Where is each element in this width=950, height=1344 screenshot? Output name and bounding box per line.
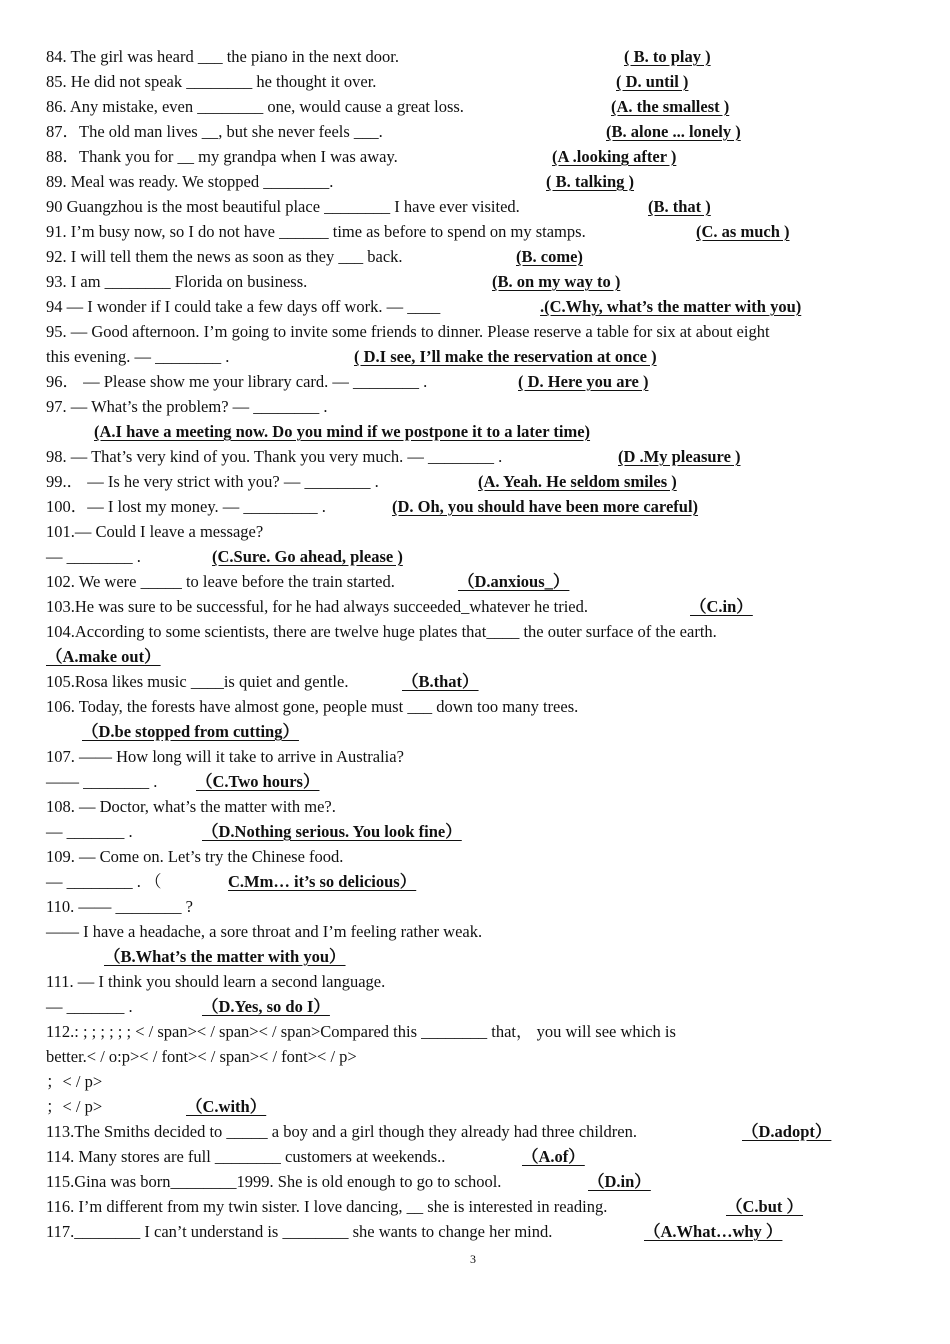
question-line-117	[46, 1221, 783, 1243]
answer-text: （B.that）	[402, 672, 479, 691]
question-text: 100．— I lost my money. — _________ .	[46, 497, 326, 516]
answer-text: (B. alone ... lonely )	[606, 122, 741, 141]
answer-text: ( D. until )	[616, 72, 689, 91]
question-text: ；< / p>	[46, 1097, 103, 1116]
question-text: 96． — Please show me your library card. — ________ .	[46, 372, 428, 391]
question-text: 98. — That’s very kind of you. Thank you very much. — ________ .	[46, 447, 503, 466]
answer-text: (A.I have a meeting now. Do you mind if we postpone it to a later time)	[94, 422, 591, 441]
question-line-88	[46, 146, 677, 168]
question-line-109	[46, 846, 343, 868]
question-line-99	[46, 471, 677, 493]
question-line-90	[46, 196, 711, 218]
question-text: 97. — What’s the problem? — ________ .	[46, 397, 328, 416]
question-line-93	[46, 271, 621, 293]
question-text: 114. Many stores are full ________ customers at weekends..	[46, 1147, 446, 1166]
answer-text: (C.Sure. Go ahead, please )	[212, 547, 403, 566]
question-line-102	[46, 571, 570, 593]
question-line-115	[46, 1171, 651, 1193]
answer-text: （B.What’s the matter with you）	[104, 947, 346, 966]
question-line-105	[46, 671, 479, 693]
answer-text: (D .My pleasure )	[618, 447, 741, 466]
question-text: 101.— Could I leave a message?	[46, 522, 264, 541]
answer-text: (B. that )	[648, 197, 711, 216]
answer-text: C.Mm… it’s so delicious）	[228, 872, 417, 891]
question-line-87	[46, 121, 741, 143]
answer-text: （C.Two hours）	[196, 772, 320, 791]
question-text: 102. We were _____ to leave before the train started.	[46, 572, 395, 591]
answer-text: (D. Oh, you should have been more careful)	[392, 497, 699, 516]
answer-text: （D.adopt）	[742, 1122, 832, 1141]
question-text: 105.Rosa likes music ____is quiet and gentle.	[46, 672, 349, 691]
question-line-110-cont	[46, 921, 482, 943]
answer-text: (B. on my way to )	[492, 272, 621, 291]
answer-text: （D.be stopped from cutting）	[82, 722, 299, 741]
question-line-107	[46, 746, 404, 768]
answer-text: .(C.Why, what’s the matter with you)	[540, 297, 802, 316]
answer-text: （C.in）	[690, 597, 753, 616]
question-text: 103.He was sure to be successful, for he had always succeeded_whatever he tried.	[46, 597, 589, 616]
answer-text: ( B. talking )	[546, 172, 635, 191]
question-text: 99.． — Is he very strict with you? — ________ .	[46, 472, 379, 491]
question-text: 111. — I think you should learn a second language.	[46, 972, 386, 991]
question-text: 87．The old man lives __, but she never feels ___.	[46, 122, 383, 141]
question-line-94	[46, 296, 802, 318]
question-text: 115.Gina was born________1999. She is old enough to go to school.	[46, 1172, 502, 1191]
question-text: 95. — Good afternoon. I’m going to invite some friends to dinner. Please reserve a table for six at about eight	[46, 322, 770, 341]
question-line-98	[46, 446, 741, 468]
question-text: better.< / o:p>< / font>< / span>< / font>< / p>	[46, 1047, 357, 1066]
question-text: — ________ . （	[46, 872, 162, 891]
answer-text: ( D. Here you are )	[518, 372, 649, 391]
question-text: — _______ .	[46, 997, 133, 1016]
question-line-111-cont	[46, 996, 330, 1018]
answer-text: （D.in）	[588, 1172, 651, 1191]
question-text: 110. —— ________ ?	[46, 897, 193, 916]
question-line-106	[46, 696, 578, 718]
answer-text: (C. as much )	[696, 222, 790, 241]
question-text: this evening. — ________ .	[46, 347, 230, 366]
question-line-86	[46, 96, 730, 118]
question-line-114	[46, 1146, 585, 1168]
answer-text: （A.of）	[522, 1147, 585, 1166]
question-text: 90 Guangzhou is the most beautiful place ________ I have ever visited.	[46, 197, 520, 216]
answer-text: (A .looking after )	[552, 147, 677, 166]
question-text: 104.According to some scientists, there are twelve huge plates that____ the outer surface of the earth.	[46, 622, 717, 641]
question-line-116	[46, 1196, 804, 1218]
question-text: 113.The Smiths decided to _____ a boy and a girl though they already had three children.	[46, 1122, 637, 1141]
question-line-109-cont	[46, 871, 417, 893]
question-line-85	[46, 71, 689, 93]
question-line-100	[46, 496, 699, 518]
question-text: 91. I’m busy now, so I do not have ______ time as before to spend on my stamps.	[46, 222, 586, 241]
question-text: ；< / p>	[46, 1072, 103, 1091]
answer-text: （D.anxious_）	[458, 572, 570, 591]
question-line-112-answer	[46, 1096, 267, 1118]
question-text: 106. Today, the forests have almost gone, people must ___ down too many trees.	[46, 697, 579, 716]
question-text: —— I have a headache, a sore throat and I’m feeling rather weak.	[46, 922, 483, 941]
question-text: 109. — Come on. Let’s try the Chinese food.	[46, 847, 344, 866]
question-text: —— ________ .	[46, 772, 158, 791]
question-text: 84. The girl was heard ___ the piano in the next door.	[46, 47, 399, 66]
question-line-84	[46, 46, 711, 68]
question-line-112	[46, 1021, 676, 1043]
answer-text: (A. Yeah. He seldom smiles )	[478, 472, 677, 491]
question-line-108	[46, 796, 336, 818]
question-line-104	[46, 621, 717, 643]
answer-text: （A.What…why ）	[644, 1222, 783, 1241]
question-line-101	[46, 521, 263, 543]
answer-text: (A. the smallest )	[611, 97, 730, 116]
question-text: 112.: ; ; ; ; ; ; < / span>< / span>< / span>Compared this ________ that， you will see which is	[46, 1022, 676, 1041]
question-line-113	[46, 1121, 832, 1143]
question-text: 117.________ I can’t understand is ________ she wants to change her mind.	[46, 1222, 553, 1241]
page-number: 3	[470, 1252, 476, 1266]
question-text: 85. He did not speak ________ he thought it over.	[46, 72, 377, 91]
question-line-110	[46, 896, 193, 918]
question-line-107-cont	[46, 771, 320, 793]
answer-text: （A.make out）	[46, 647, 161, 666]
question-line-96	[46, 371, 649, 393]
answer-text: ( B. to play )	[624, 47, 711, 66]
answer-text: （C.with）	[186, 1097, 267, 1116]
question-line-112-cont	[46, 1046, 357, 1068]
question-text: 94 — I wonder if I could take a few days off work. — ____	[46, 297, 441, 316]
question-text: — ________ .	[46, 547, 141, 566]
question-line-95	[46, 321, 770, 343]
question-text: 116. I’m different from my twin sister. I love dancing, __ she is interested in reading.	[46, 1197, 608, 1216]
question-line-97	[46, 396, 328, 418]
question-text: — _______ .	[46, 822, 133, 841]
answer-text: （D.Nothing serious. You look fine）	[202, 822, 462, 841]
question-line-89	[46, 171, 635, 193]
question-text: 93. I am ________ Florida on business.	[46, 272, 308, 291]
question-text: 107. —— How long will it take to arrive in Australia?	[46, 747, 404, 766]
question-line-101-cont	[46, 546, 403, 568]
question-text: 88．Thank you for __ my grandpa when I was away.	[46, 147, 398, 166]
question-text: 108. — Doctor, what’s the matter with me?.	[46, 797, 336, 816]
answer-text: （C.but ）	[726, 1197, 804, 1216]
question-line-108-cont	[46, 821, 462, 843]
question-line-103	[46, 596, 753, 618]
question-line-111	[46, 971, 385, 993]
answer-text: (B. come)	[516, 247, 583, 266]
answer-text: ( D.I see, I’ll make the reservation at once )	[354, 347, 657, 366]
question-line-112-cont2	[46, 1071, 102, 1093]
answer-text: （D.Yes, so do I）	[202, 997, 330, 1016]
question-line-95-cont	[46, 346, 657, 368]
question-text: 86. Any mistake, even ________ one, would cause a great loss.	[46, 97, 464, 116]
question-text: 89. Meal was ready. We stopped ________.	[46, 172, 334, 191]
question-line-91	[46, 221, 790, 243]
question-text: 92. I will tell them the news as soon as they ___ back.	[46, 247, 403, 266]
question-line-92	[46, 246, 583, 268]
